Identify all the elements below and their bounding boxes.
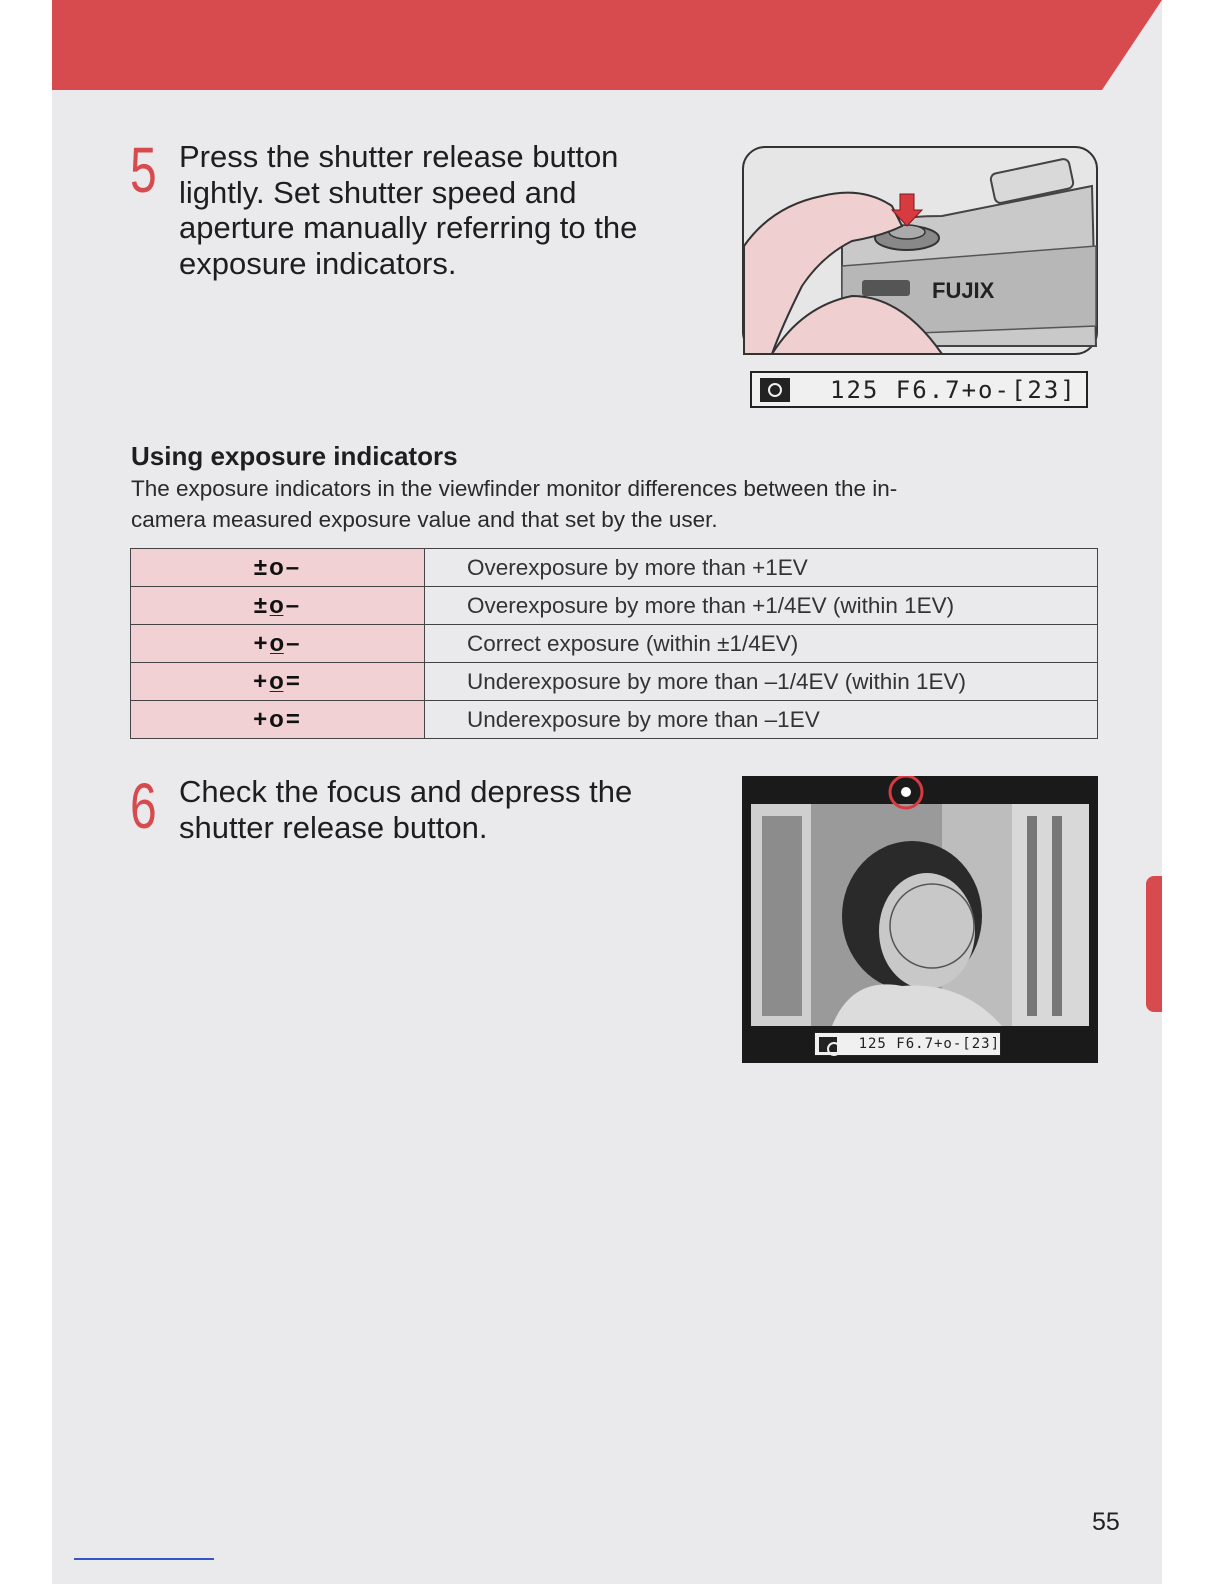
metering-icon bbox=[819, 1037, 837, 1052]
photo-lcd-readout: 125 F6.7+o-[23] bbox=[858, 1036, 1000, 1052]
indicator-description: Underexposure by more than –1/4EV (within 1EV) bbox=[425, 663, 1098, 701]
indicator-symbol: ±o̲– bbox=[131, 587, 425, 625]
viewfinder-lcd-display bbox=[750, 371, 1088, 408]
section-side-tab bbox=[1146, 876, 1162, 1012]
photo-lcd-display bbox=[814, 1032, 1001, 1056]
step-5-instructions bbox=[179, 139, 637, 281]
step-6-line: Check the focus and depress the bbox=[179, 774, 633, 809]
camera-brand-label: FUJIX bbox=[932, 278, 995, 303]
table-row bbox=[131, 625, 1098, 663]
table-row bbox=[131, 701, 1098, 739]
step-5-line: Press the shutter release button bbox=[179, 139, 619, 174]
indicator-symbol: +o̲= bbox=[131, 663, 425, 701]
step-6-line: shutter release button. bbox=[179, 809, 488, 845]
indicator-symbol: +o= bbox=[131, 701, 425, 739]
step-5-line: aperture manually referring to the bbox=[179, 210, 638, 245]
page-number: 55 bbox=[1092, 1508, 1120, 1536]
indicator-description: Overexposure by more than +1/4EV (within 1EV) bbox=[425, 587, 1098, 625]
footer-rule bbox=[74, 1558, 214, 1560]
metering-icon bbox=[760, 378, 790, 402]
viewfinder-photo-illustration bbox=[742, 776, 1098, 1063]
step-6-number: 6 bbox=[130, 770, 157, 842]
indicator-symbol: ±o– bbox=[131, 549, 425, 587]
section-paragraph bbox=[131, 473, 1091, 535]
manual-page bbox=[52, 0, 1162, 1584]
paragraph-line: camera measured exposure value and that set by the user. bbox=[131, 507, 718, 532]
indicator-symbol: +o̲– bbox=[131, 625, 425, 663]
table-row bbox=[131, 663, 1098, 701]
exposure-indicator-table bbox=[130, 548, 1098, 739]
step-5-line: exposure indicators. bbox=[179, 245, 457, 281]
step-5-line: lightly. Set shutter speed and bbox=[179, 174, 577, 210]
section-heading: Using exposure indicators bbox=[131, 441, 458, 471]
step-5-number: 5 bbox=[130, 134, 157, 206]
indicator-description: Underexposure by more than –1EV bbox=[425, 701, 1098, 739]
indicator-description: Overexposure by more than +1EV bbox=[425, 549, 1098, 587]
paragraph-line: The exposure indicators in the viewfinder monitor differences between the in- bbox=[131, 476, 898, 501]
table-row bbox=[131, 587, 1098, 625]
indicator-description: Correct exposure (within ±1/4EV) bbox=[425, 625, 1098, 663]
header-banner bbox=[52, 0, 1162, 92]
camera-shutter-illustration bbox=[742, 146, 1098, 356]
step-6-instructions bbox=[179, 774, 632, 845]
table-row bbox=[131, 549, 1098, 587]
lcd-readout: 125 F6.7+o-[23] bbox=[830, 375, 1077, 404]
